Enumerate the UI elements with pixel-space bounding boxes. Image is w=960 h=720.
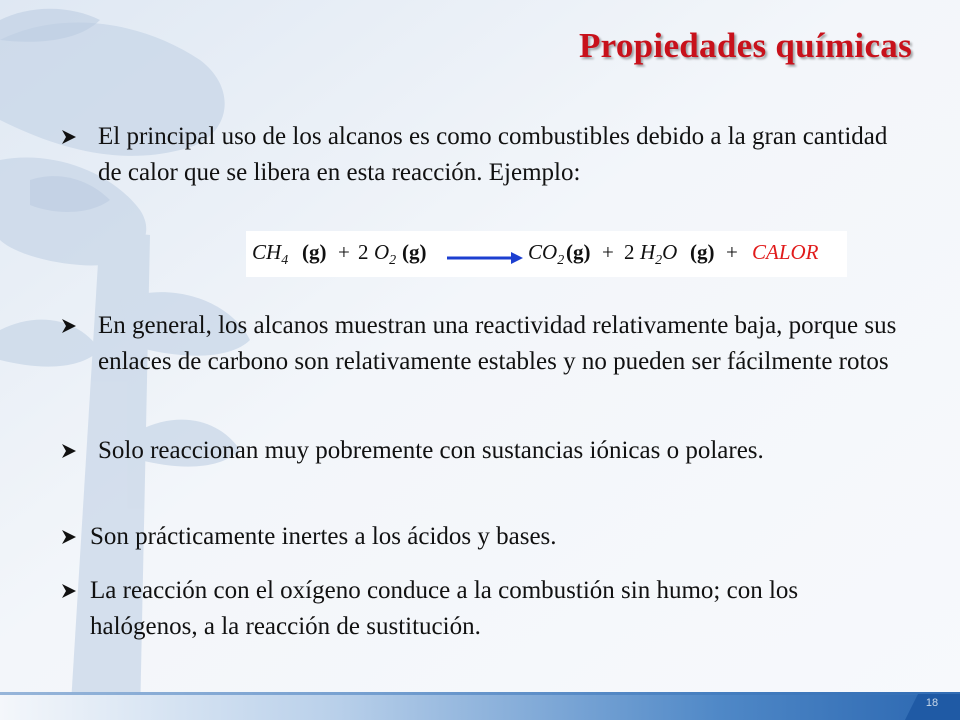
equation-plus: + [726,240,738,264]
equation-co2: $CO_2$ [528,240,565,269]
equation-h2o-state: (g) [690,240,715,264]
bullet-text: El principal uso de los alcanos es como combustibles debido a la gran cantidad de calor que se libera en esta reacción. Ejemplo: [98,123,888,186]
bullet-item [98,119,898,191]
bullet-item [98,308,903,380]
equation-ch4: $CH_4$ [252,240,289,269]
arrow-bullet-icon [60,317,78,335]
equation-ch4-state: (g) [302,240,327,264]
bullet-text: En general, los alcanos muestran una reactividad relativamente baja, porque sus enlaces de carbono son relativamente estables y no pueden ser fácilmente rotos [98,312,897,375]
page-number: 18 [925,697,939,709]
equation-o2: $O_2$ [374,240,397,269]
bullet-item [90,519,890,555]
arrow-bullet-icon [60,582,78,600]
equation-co2-state: (g) [566,240,591,264]
arrow-bullet-icon [60,442,78,460]
reaction-arrow-icon [445,250,525,266]
equation-coef-o2: 2 [358,240,369,264]
equation-heat: CALOR [752,240,819,264]
bullet-item [90,573,905,645]
arrow-bullet-icon [60,528,78,546]
bullet-item [98,433,878,469]
equation-h2o: $H_2O$ [640,240,678,269]
slide-title: Propiedades químicas [578,26,912,65]
equation-plus: + [602,240,614,264]
bullet-text: Son prácticamente inertes a los ácidos y bases. [90,523,557,550]
bullet-text: Solo reaccionan muy pobremente con sustancias iónicas o polares. [98,437,764,464]
footer-bar [0,688,960,720]
bullet-text: La reacción con el oxígeno conduce a la combustión sin humo; con los halógenos, a la reacción de sustitución. [90,577,799,640]
equation-o2-state: (g) [402,240,427,264]
arrow-bullet-icon [60,128,78,146]
equation-plus: + [338,240,350,264]
chemical-equation [246,231,847,277]
equation-coef-h2o: 2 [624,240,635,264]
